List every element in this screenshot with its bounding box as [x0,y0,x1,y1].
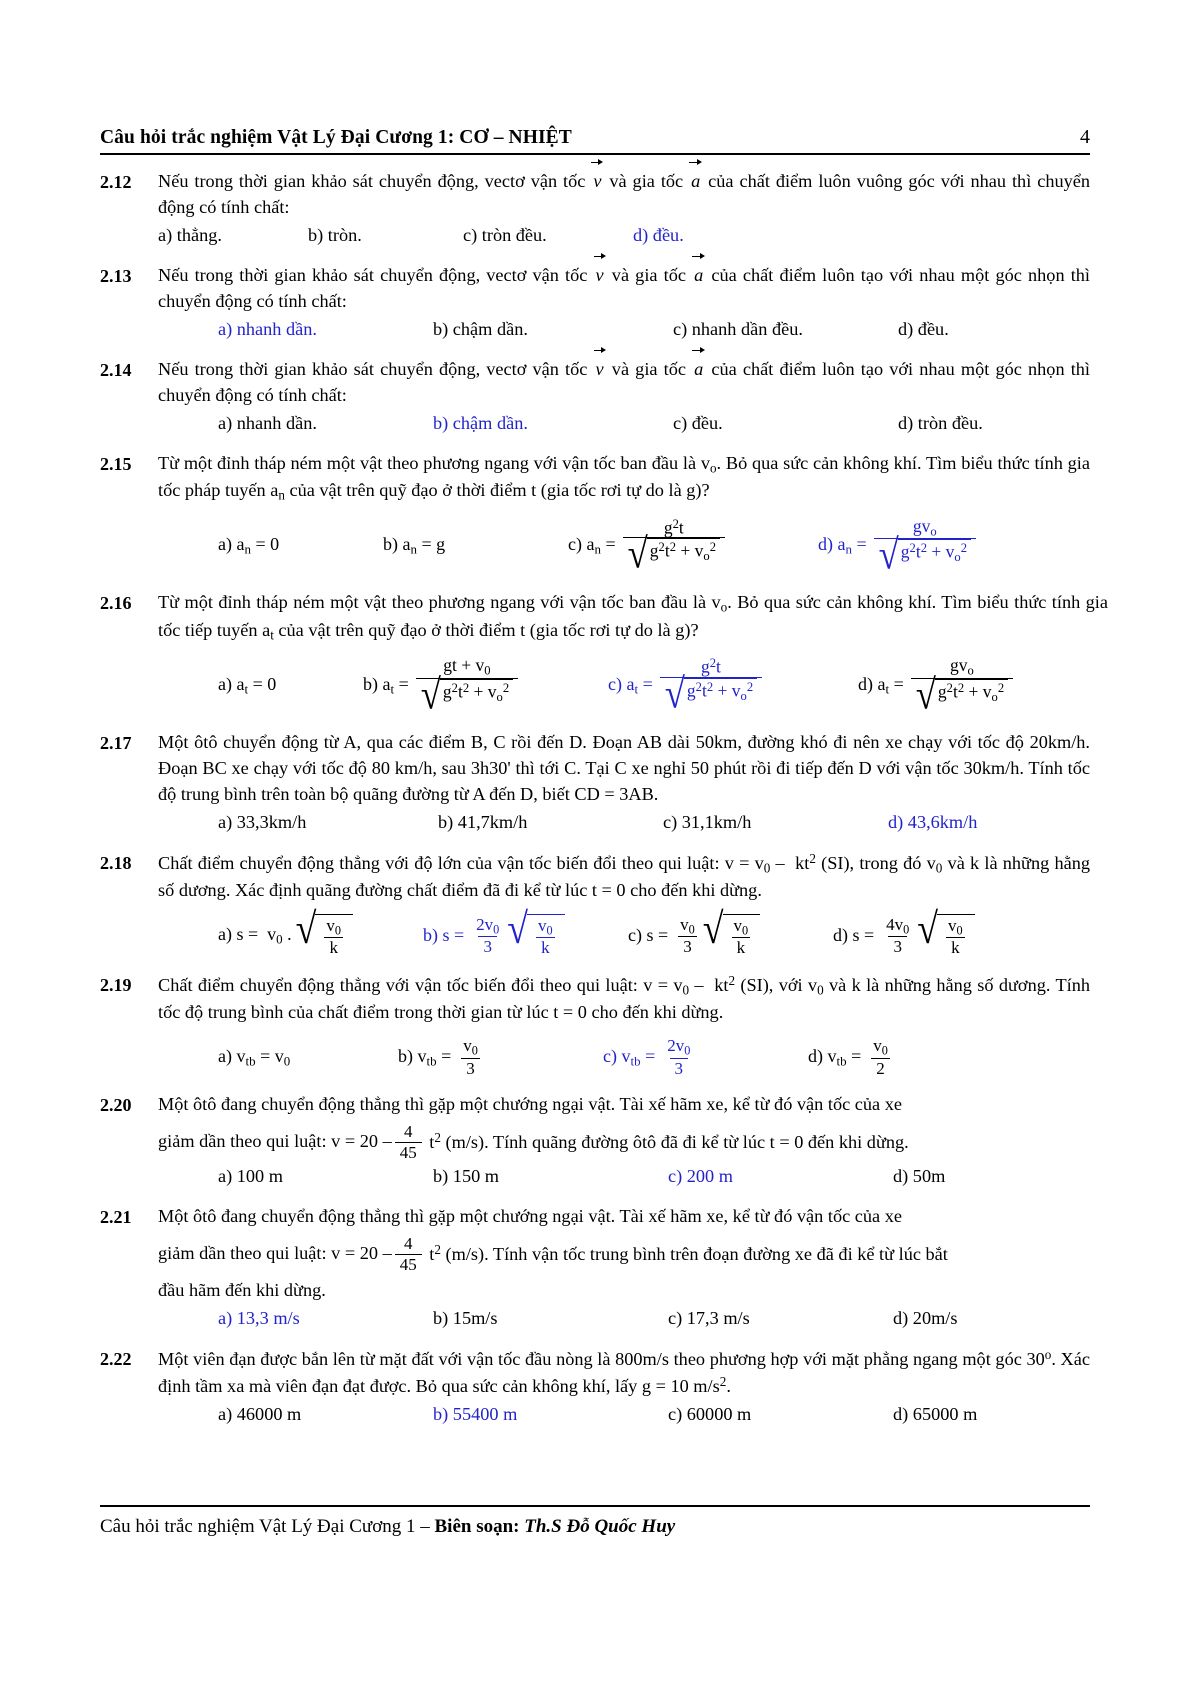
fraction-numerator: $v_0$ [873,1036,888,1058]
option-b[interactable]: b) 15m/s [433,1308,498,1329]
question-stem: Một ôtô chuyển động từ A, qua các điểm B, C rồi đến D. Đoạn AB dài 50km, đường khó đi nên xe chạy với tốc độ 20km/h. Đoạn BC xe chạy với tốc độ 80 km/h, sau 3h30' thì tới C. Tại C xe nghỉ 50 phút rồi đi tiếp đến D với vận tốc 30km/h. Tính tốc độ trung bình trên toàn bộ quãng đường từ A đến D, biết CD = 3AB. [158,731,1090,804]
question-stem-line2 [158,1234,1090,1274]
fraction-numerator: $gv_o$ [950,655,974,678]
option-a-text: a) $a_n = 0$ [218,534,280,557]
fraction-denominator: k [946,937,965,958]
options-row-formula [158,655,1108,716]
option-a[interactable] [218,532,383,559]
vector-a-icon: a [689,169,702,195]
option-c-label: c) $a_n$ = [568,534,616,557]
stem-part-b: và gia tốc [609,171,684,191]
option-b-label: b) s = [423,925,465,946]
fraction-numerator: $v_0$ [680,914,695,937]
fraction [660,656,762,715]
fraction-denominator: 3 [461,1058,480,1079]
options-row [158,411,1090,437]
stem-part-c: của chất điểm luôn vuông góc với nhau thì chuyển động có tính chất: [158,171,1090,217]
question-2-17 [100,730,1090,836]
page-content [100,126,1108,1428]
fraction-denominator: 3 [678,936,697,957]
options-row [158,1306,1090,1332]
fraction-coefficient [881,915,914,957]
option-c[interactable]: c) 17,3 m/s [668,1308,750,1329]
question-stem [158,263,1090,315]
option-c[interactable] [568,517,818,576]
question-stem-line3: đầu hãm đến khi dừng. [158,1280,326,1301]
option-b[interactable]: b) 55400 m [433,1404,518,1425]
option-a[interactable]: a) thẳng. [158,224,222,245]
option-a-text: a) $v_{tb} = v_0$ [218,1045,291,1069]
stem-part-b: giảm dần theo qui luật: v = 20 – [158,1131,392,1152]
question-2-13 [100,263,1090,343]
option-d[interactable]: d) 65000 m [893,1404,978,1425]
option-b-label: b) $v_{tb}$ = [398,1045,452,1069]
stem-part-c: $t^2$ (m/s). Tính vận tốc trung bình trên đoạn đường xe đã đi kể từ lúc bắt [424,1241,948,1264]
fraction [623,517,725,576]
option-a[interactable] [218,905,423,958]
sqrt: √ $g^2t^2 + v_o^2$ [879,539,971,576]
fraction-denominator [874,531,976,579]
option-c[interactable] [608,656,858,715]
option-d-label: d) $v_{tb}$ = [808,1045,862,1069]
option-d[interactable]: d) đều. [633,224,684,245]
question-number: 2.16 [100,593,132,614]
question-stem: Từ một đỉnh tháp ném một vật theo phương ngang với vận tốc ban đầu là $v_o$. Bỏ qua sức cản không khí. Tìm biểu thức tính gia tốc tiếp tuyến $a_t$ của vật trên quỹ đạo ở thời điểm t (gia tốc rơi tự do là g)? [158,592,1108,643]
option-a-label: a) $s = v_0$ . [218,924,292,948]
question-stem-line2 [158,1122,1090,1162]
fraction-numerator: $4v_0$ [886,914,910,937]
fraction-denominator: 3 [888,936,907,957]
fraction [911,655,1013,716]
fraction-denominator [911,670,1013,718]
option-d[interactable] [818,516,1068,577]
footer-author: Th.S Đỗ Quốc Huy [524,1516,676,1537]
fraction-numerator: $v_0$ [463,1036,478,1058]
question-stem-line1: Một ôtô đang chuyển động thẳng thì gặp một chướng ngại vật. Tài xế hãm xe, kể từ đó vận tốc của xe [158,1206,902,1227]
sqrt: √ $g^2t^2 + v_o^2$ [628,538,720,575]
question-2-16 [100,590,1108,718]
fraction [729,916,754,958]
options-row [158,1402,1090,1428]
question-stem: Một viên đạn được bắn lên từ mặt đất với vận tốc đầu nòng là 800m/s theo phương hợp với mặt phẳng ngang một góc 30$^o$. Xác định tầm xa mà viên đạn đạt được. Bỏ qua sức cản không khí, lấy g = 10 $m/s^2$. [158,1347,1090,1397]
vector-v-icon: v [591,169,603,195]
fraction-denominator [623,530,725,578]
question-2-19 [100,972,1090,1078]
fraction-numerator: $v_0$ [948,915,963,938]
fraction-numerator: $g^2t$ [700,656,721,677]
option-d-label: d) s = [833,925,875,946]
stem-part-b: và gia tốc [611,358,686,379]
fraction-numerator: $v_0$ [538,915,553,938]
option-a[interactable]: a) nhanh dần. [218,318,317,339]
option-c[interactable]: c) nhanh dần đều. [673,318,803,339]
sqrt: √ $\frac{v_0}{k}$ [507,914,564,958]
fraction [868,1036,893,1078]
vector-a-icon: a [692,357,705,383]
question-number: 2.14 [100,359,132,380]
vector-a-icon: a [692,263,705,289]
stem-part-a: Nếu trong thời gian khảo sát chuyển động, vectơ vận tốc [158,264,588,285]
question-2-14 [100,357,1090,437]
page-number: 4 [1080,126,1090,148]
fraction-denominator [416,670,518,718]
option-a-text: a) $a_t = 0$ [218,673,277,697]
fraction-4-45 [395,1122,422,1162]
page-header [100,126,1090,155]
question-2-18 [100,850,1090,958]
stem-part-b: giảm dần theo qui luật: v = 20 – [158,1243,392,1264]
question-number: 2.17 [100,732,132,753]
option-d[interactable]: d) 50m [893,1166,946,1187]
question-number: 2.20 [100,1095,132,1116]
option-b[interactable]: b) tròn. [308,224,362,245]
sqrt: √ $\frac{v_0}{k}$ [917,914,974,958]
option-b-label: b) $a_t$ = [363,673,409,697]
stem-part-a: Nếu trong thời gian khảo sát chuyển động, vectơ vận tốc [158,358,588,379]
fraction-numerator: $2v_0$ [667,1036,691,1058]
option-b[interactable] [363,655,608,716]
fraction-denominator [660,669,762,717]
option-c-label: c) $v_{tb}$ = [603,1045,656,1069]
option-c-label: c) $a_t$ = [608,673,653,697]
question-2-20 [100,1092,1090,1190]
fraction-4-45 [395,1234,422,1274]
option-a[interactable]: a) 33,3km/h [218,811,307,832]
option-b-text: b) $a_n = g$ [383,534,446,557]
option-a[interactable] [218,1044,398,1071]
fraction-numerator: $2v_0$ [476,914,500,937]
option-b[interactable] [383,532,568,559]
fraction-denominator: 2 [871,1058,890,1079]
option-c[interactable]: c) tròn đều. [463,224,547,245]
option-d[interactable] [858,655,1108,716]
option-a[interactable]: a) 13,3 m/s [218,1308,300,1329]
options-row [158,317,1090,343]
sqrt: √ $g^2t^2 + v_o^2$ [665,678,757,715]
fraction-denominator: k [324,937,343,958]
fraction-numerator: 4 [403,1122,413,1142]
options-row [158,1164,1090,1190]
fraction-denominator: 45 [395,1254,422,1275]
option-b[interactable]: b) 150 m [433,1166,500,1187]
fraction-numerator: $g^2t$ [663,516,684,538]
option-c[interactable] [603,1036,808,1078]
fraction-coefficient [471,915,504,957]
option-c[interactable]: c) 60000 m [668,1404,752,1425]
fraction-numerator: 4 [403,1234,413,1254]
option-d[interactable] [808,1036,1013,1078]
fraction-numerator: $gv_o$ [912,515,937,539]
option-d-label: d) $a_n$ = [818,534,867,557]
footer-text: Câu hỏi trắc nghiệm Vật Lý Đại Cương 1 – [100,1516,435,1537]
stem-part-a: Nếu trong thời gian khảo sát chuyển động, vectơ vận tốc [158,171,586,191]
sqrt: √ $g^2t^2 + v_o^2$ [916,679,1008,716]
option-d-label: d) $a_t$ = [858,673,904,697]
fraction [458,1036,483,1078]
option-b[interactable]: b) chậm dần. [433,318,528,339]
header-title: Câu hỏi trắc nghiệm Vật Lý Đại Cương 1: CƠ – NHIỆT [100,127,572,148]
fraction-denominator: 45 [395,1142,422,1163]
question-stem: Chất điểm chuyển động thẳng với vận tốc biến đổi theo qui luật: $v = v_0 - kt^2$ (SI), với $v_0$ và k là những hằng số dương. Tính tốc độ trung bình của chất điểm trong thời gian từ lúc t = 0 cho đến khi dừng. [158,972,1090,1023]
options-row [158,223,1090,249]
option-b[interactable] [423,905,628,958]
option-c[interactable]: c) đều. [673,412,723,433]
fraction-denominator: k [732,937,751,958]
question-number: 2.22 [100,1349,132,1370]
fraction-numerator: $v_0$ [733,915,749,938]
option-b[interactable]: b) chậm dần. [433,412,528,433]
footer-label: Biên soạn: [434,1516,525,1537]
fraction [533,916,558,958]
page-footer [100,1505,1090,1538]
question-stem: Từ một đỉnh tháp ném một vật theo phương ngang với vận tốc ban đầu là $v_o$. Bỏ qua sức cản không khí. Tìm biểu thức tính gia tốc pháp tuyến $a_n$ của vật trên quỹ đạo ở thời điểm t (gia tốc rơi tự do là g)? [158,452,1090,503]
fraction-denominator: 3 [670,1058,689,1079]
fraction [416,655,518,716]
option-c-label: c) s = [628,925,669,946]
fraction-denominator: 3 [478,936,497,957]
fraction-coefficient [675,915,700,957]
option-a[interactable]: a) 46000 m [218,1404,302,1425]
question-stem: Chất điểm chuyển động thẳng với độ lớn của vận tốc biến đổi theo qui luật: $v = v_0 - kt^2$ (SI), trong đó $v_0$ và k là những hằng số dương. Xác định quãng đường chất điểm đã đi kể từ lúc t = 0 cho đến khi dừng. [158,850,1090,900]
vector-v-icon: v [594,357,606,383]
sqrt: √ $g^2t^2 + v_o^2$ [421,679,513,716]
option-a[interactable]: a) 100 m [218,1166,283,1187]
stem-part-c: của chất điểm luôn tạo với nhau một góc nhọn thì chuyển động có tính chất: [158,264,1091,311]
option-c[interactable]: c) 31,1km/h [663,811,752,832]
vector-v-icon: v [594,263,606,289]
question-number: 2.13 [100,265,132,286]
question-stem [158,169,1090,221]
option-b[interactable]: b) 41,7km/h [438,811,528,832]
question-2-21 [100,1204,1090,1332]
question-number: 2.12 [100,172,132,192]
question-number: 2.21 [100,1207,132,1228]
fraction [321,916,346,958]
question-stem-line1: Một ôtô đang chuyển động thẳng thì gặp một chướng ngại vật. Tài xế hãm xe, kể từ đó vận tốc của xe [158,1094,902,1115]
sqrt: √ $\frac{v_0}{k}$ [296,914,353,958]
option-d[interactable] [833,905,1038,958]
stem-part-c: $t^2$ (m/s). Tính quãng đường ôtô đã đi kể từ lúc t = 0 đến khi dừng. [424,1129,909,1152]
question-number: 2.18 [100,852,132,873]
options-row-formula [158,905,1090,958]
option-d[interactable]: d) tròn đều. [898,412,983,433]
question-number: 2.19 [100,974,132,995]
option-d[interactable]: d) đều. [898,318,949,339]
question-number: 2.15 [100,453,132,474]
option-d[interactable]: d) 20m/s [893,1308,958,1329]
fraction-denominator: k [536,937,555,958]
question-stem [158,357,1090,409]
option-c[interactable] [628,905,833,958]
fraction-numerator: gt + $v_0$ [443,655,491,678]
fraction-numerator: $v_0$ [326,915,341,938]
option-d[interactable]: d) 43,6km/h [888,811,978,832]
option-c[interactable]: c) 200 m [668,1166,733,1187]
option-a[interactable]: a) nhanh dần. [218,412,317,433]
question-2-15 [100,451,1090,577]
question-2-12 [100,169,1090,249]
options-row-formula [158,1036,1090,1078]
fraction [874,516,976,577]
options-row [158,810,1090,836]
sqrt: √ $\frac{v_0}{k}$ [703,914,760,958]
option-b[interactable] [398,1036,603,1078]
question-2-22 [100,1346,1090,1428]
fraction [943,916,968,958]
option-a[interactable] [218,672,363,699]
stem-part-b: và gia tốc [611,264,686,285]
stem-part-c: của chất điểm luôn tạo với nhau một góc nhọn thì chuyển động có tính chất: [158,358,1091,405]
options-row-formula [158,516,1090,577]
fraction [662,1036,695,1078]
